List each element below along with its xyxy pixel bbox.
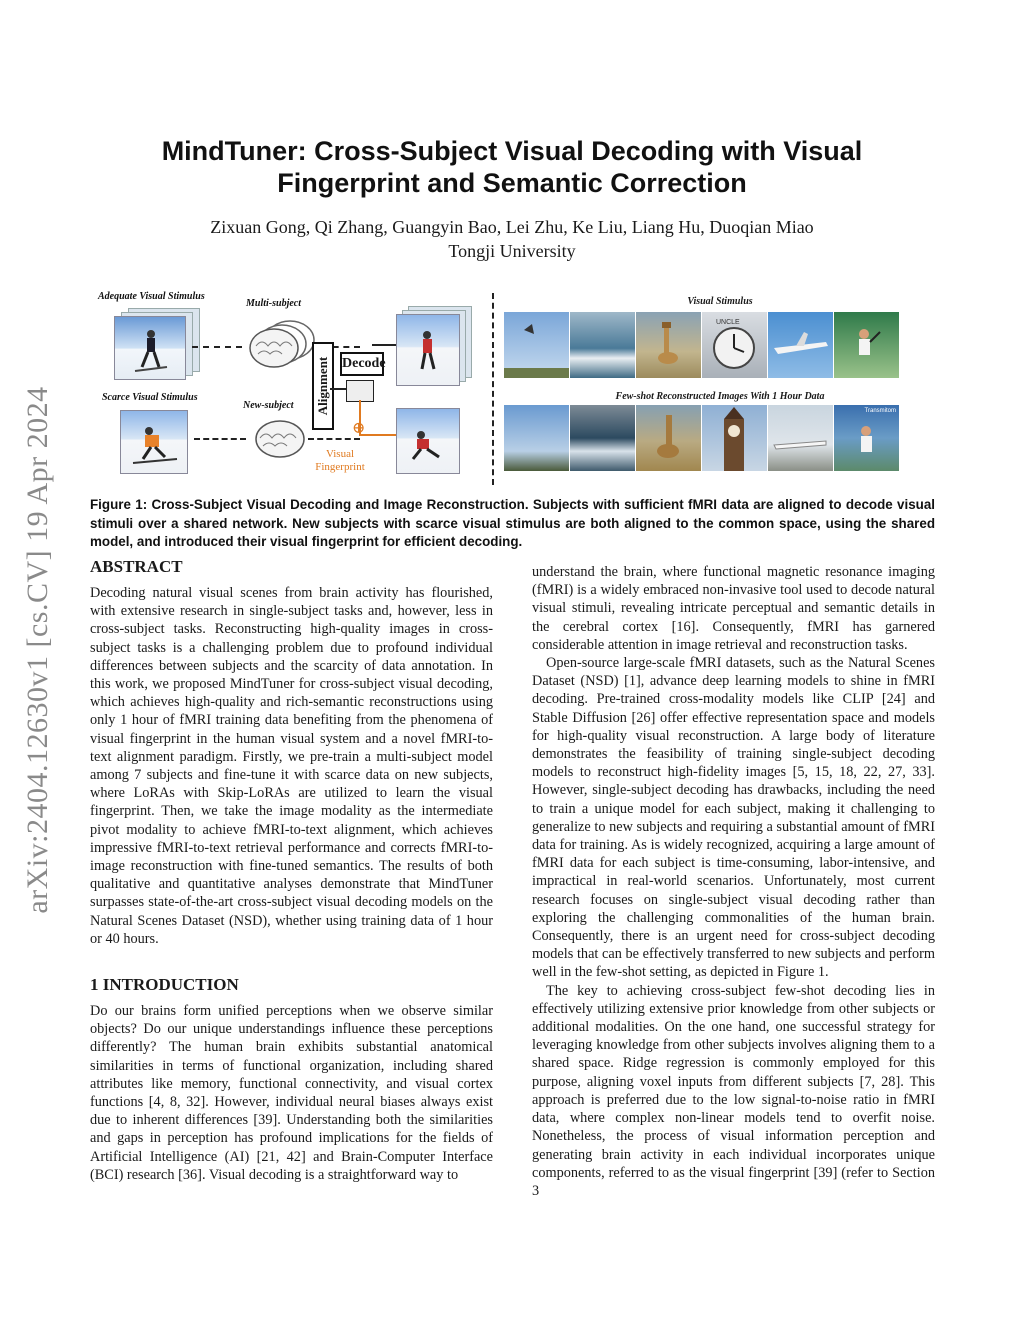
new-subject-brain-icon bbox=[250, 416, 310, 462]
tennis-player-icon bbox=[834, 312, 899, 378]
title-line-1: MindTuner: Cross-Subject Visual Decoding with Visual bbox=[161, 136, 863, 166]
decoder-module bbox=[346, 380, 374, 402]
skier-figure-icon bbox=[115, 317, 185, 379]
new-to-alignment-arrow bbox=[308, 438, 360, 440]
giraffe-icon bbox=[636, 312, 701, 378]
stimulus-giraffe bbox=[636, 312, 701, 378]
intro-paragraph-3: Open-source large-scale fMRI datasets, such as the Natural Scenes Dataset (NSD) [1], advance deep learning models to shine in fMRI decoding. Pre-trained cross-modality models like CLIP [24] and Stable Diffusion [26] offer effective representation space and models for high-quality visual reconstruction. A large body of literature demonstrates the feasibility of training single-subject decoding models to reconstruct high-fidelity images [5, 15, 18, 22, 27, 33]. However, single-subject decoding has drawbacks, including the need to train a unique model for each subject, making it challenging to generalize to new subjects and requiring a substantial amount of fMRI data for training. As is widely recognized, acquiring a large amount of fMRI data for each subject is time-consuming, labor-intensive, and impractical in real-world scenarios. Unfortunately, most current research focuses on single-subject visual decoding rather than exploring the challenging commonalities of the human brain. Consequently, there is an urgent need for cross-subject decoding models that can be effectively transferred to new subjects and perform well in the few-shot setting, as depicted in Figure 1. bbox=[532, 655, 935, 981]
reconstruction-label: Few-shot Reconstructed Images With 1 Hour Data bbox=[615, 391, 825, 402]
clock-tower-icon bbox=[702, 405, 767, 471]
figure-divider bbox=[492, 293, 494, 485]
scarce-skier-figure-icon bbox=[121, 411, 187, 473]
recon-tennis-player-icon bbox=[834, 405, 899, 471]
left-column bbox=[90, 556, 493, 1184]
alignment-block bbox=[312, 342, 334, 430]
multi-subject-brains-icon bbox=[242, 314, 322, 374]
decoded-skier-image bbox=[396, 314, 460, 386]
recon-giraffe-icon bbox=[636, 405, 701, 471]
fingerprint-line-2: Fingerprint bbox=[315, 461, 365, 473]
visual-fingerprint-label bbox=[314, 448, 366, 474]
affiliation: Tongji University bbox=[448, 241, 576, 261]
figure-1 bbox=[90, 288, 934, 488]
intro-paragraph-4: The key to achieving cross-subject few-shot decoding lies in effectively utilizing extensive prior knowledge from other subjects or additional modalities. On the one hand, one successful strategy for leveraging knowledge from other subjects involves aligning them to a shared space. Ridge regression is commonly employed for this purpose, aligning voxel inputs from different subjects [7, 28]. This approach is preferred due to the low signal-to-noise ratio in fMRI data, where complex non-linear models tend to overfit noise. Nonetheless, the process of visual information perception and generating brain activity in each individual incorporates unique components, referred to as the visual fingerprint [39] (refer to Section 3 bbox=[532, 982, 935, 1199]
title-line-2: Fingerprint and Semantic Correction bbox=[277, 168, 747, 198]
adequate-stimulus-label: Adequate Visual Stimulus bbox=[98, 291, 205, 302]
clock-face-icon bbox=[702, 312, 767, 378]
scarce-stimulus-label: Scarce Visual Stimulus bbox=[102, 392, 198, 403]
abstract-text: Decoding natural visual scenes from brain activity has flourished, with extensive research in single-subject tasks and, however, less in cross-subject tasks. Reconstructing high-quality images in cross-subject tasks is a challenging problem due to profound individual differences between subjects and the scarcity of data annotation. In this work, we proposed MindTuner for cross-subject visual decoding, which achieves high-quality and rich-semantic reconstructions using only 1 hour of fMRI training data benefiting from the phenomena of visual fingerprint in the human visual system and a novel fMRI-to-text alignment paradigm. Firstly, we pre-train a multi-subject model among 7 subjects and fine-tune it with scarce data on new subjects, where LoRAs with Skip-LoRAs are utilized to learn the visual fingerprint. Then, we take the image modality as the intermediate pivot modality to achieve fMRI-to-text alignment, which achieves impressive fMRI-to-text retrieval performance and corrects fMRI-to-image reconstruction with fine-tuned semantics. The results of both qualitative and quantitative analyses demonstrate that MindTuner surpasses state-of-the-art cross-subject visual decoding models on the Natural Scenes Dataset (NSD), whether using training data of 1 hour or 40 hours. bbox=[90, 585, 493, 947]
recon-kite-sky bbox=[504, 405, 569, 471]
author-list: Zixuan Gong, Qi Zhang, Guangyin Bao, Lei Zhu, Ke Liu, Liang Hu, Duoqian Miao bbox=[210, 217, 814, 237]
intro-paragraph-1: Do our brains form unified perceptions when we observe similar objects? Do our unique understandings influence these perceptions differently? The human brain exhibits substantial anatomical similarities in terms of functional organization, including shared attributes like memory, functional connectivity, and visual cortex functions [4, 8, 32]. However, individual neural biases always exist due to inherent differences [39]. Understanding both the similarities and gaps in perception has profound implications for the fields of Artificial Intelligence (AI) [21, 42] and Brain-Computer Interface (BCI) research [36]. Visual decoding is a straightforward way to bbox=[90, 1003, 493, 1183]
visual-stimulus-label: Visual Stimulus bbox=[687, 296, 753, 307]
introduction-heading: 1 INTRODUCTION bbox=[90, 975, 239, 995]
skier-stimulus-image bbox=[114, 316, 186, 380]
recon-clock-tower bbox=[702, 405, 767, 471]
arxiv-id-text: arXiv:2404.12630v1 [cs.CV] 19 Apr 2024 bbox=[21, 386, 54, 914]
decoder-to-output-arrow bbox=[372, 344, 396, 346]
paper-title bbox=[120, 135, 904, 199]
scarce-to-brain-arrow bbox=[194, 438, 246, 440]
multi-subject-label: Multi-subject bbox=[246, 298, 302, 309]
stimulus-tennis bbox=[834, 312, 899, 378]
scarce-skier-image bbox=[120, 410, 188, 474]
stimulus-airplane bbox=[768, 312, 833, 378]
plus-circle-symbol: ⊕ bbox=[352, 420, 366, 437]
recon-tennis bbox=[834, 405, 899, 471]
right-column bbox=[532, 563, 935, 1200]
alignment-to-decoder-arrow bbox=[330, 388, 346, 390]
figure-1-caption: Figure 1: Cross-Subject Visual Decoding and Image Reconstruction. Subjects with sufficient fMRI data are aligned to decode visual stimuli over a shared network. New subjects with scarce visual stimulus are both aligned to the common space, using the shared model, and introduced their visual fingerprint for efficient decoding. bbox=[90, 497, 935, 549]
kite-scene-icon bbox=[504, 312, 569, 378]
abstract-heading: ABSTRACT bbox=[90, 557, 183, 576]
clock-text: UNCLE bbox=[716, 319, 740, 326]
recon-airplane-icon bbox=[768, 405, 833, 471]
alignment-label: Alignment bbox=[315, 356, 330, 416]
arxiv-sidebar-identifier bbox=[8, 355, 68, 945]
reconstructed-skier-image bbox=[396, 408, 460, 474]
reconstructed-skier-figure-icon bbox=[397, 409, 459, 473]
fingerprint-line-1: Visual bbox=[325, 448, 355, 460]
new-subject-label: New-subject bbox=[243, 400, 294, 411]
recon-watermark: Transmitom bbox=[864, 408, 896, 414]
stimulus-clock bbox=[702, 312, 767, 378]
airplane-icon bbox=[768, 312, 833, 378]
recon-giraffe bbox=[636, 405, 701, 471]
decoded-skier-figure-icon bbox=[397, 315, 459, 385]
recon-airplane bbox=[768, 405, 833, 471]
decode-label-box: Decode bbox=[340, 352, 384, 376]
adequate-to-brain-arrow bbox=[192, 346, 242, 348]
recon-surf-wave bbox=[570, 405, 635, 471]
stimulus-kite-sky bbox=[504, 312, 569, 378]
intro-paragraph-2: understand the brain, where functional magnetic resonance imaging (fMRI) is a widely embraced non-invasive tool used to decode natural visual stimuli, revealing intricate perceptual and semantic details in the cerebral cortex [16]. Consequently, fMRI has garnered considerable attention in image retrieval and reconstruction tasks. bbox=[532, 564, 935, 653]
stimulus-surf-wave bbox=[570, 312, 635, 378]
